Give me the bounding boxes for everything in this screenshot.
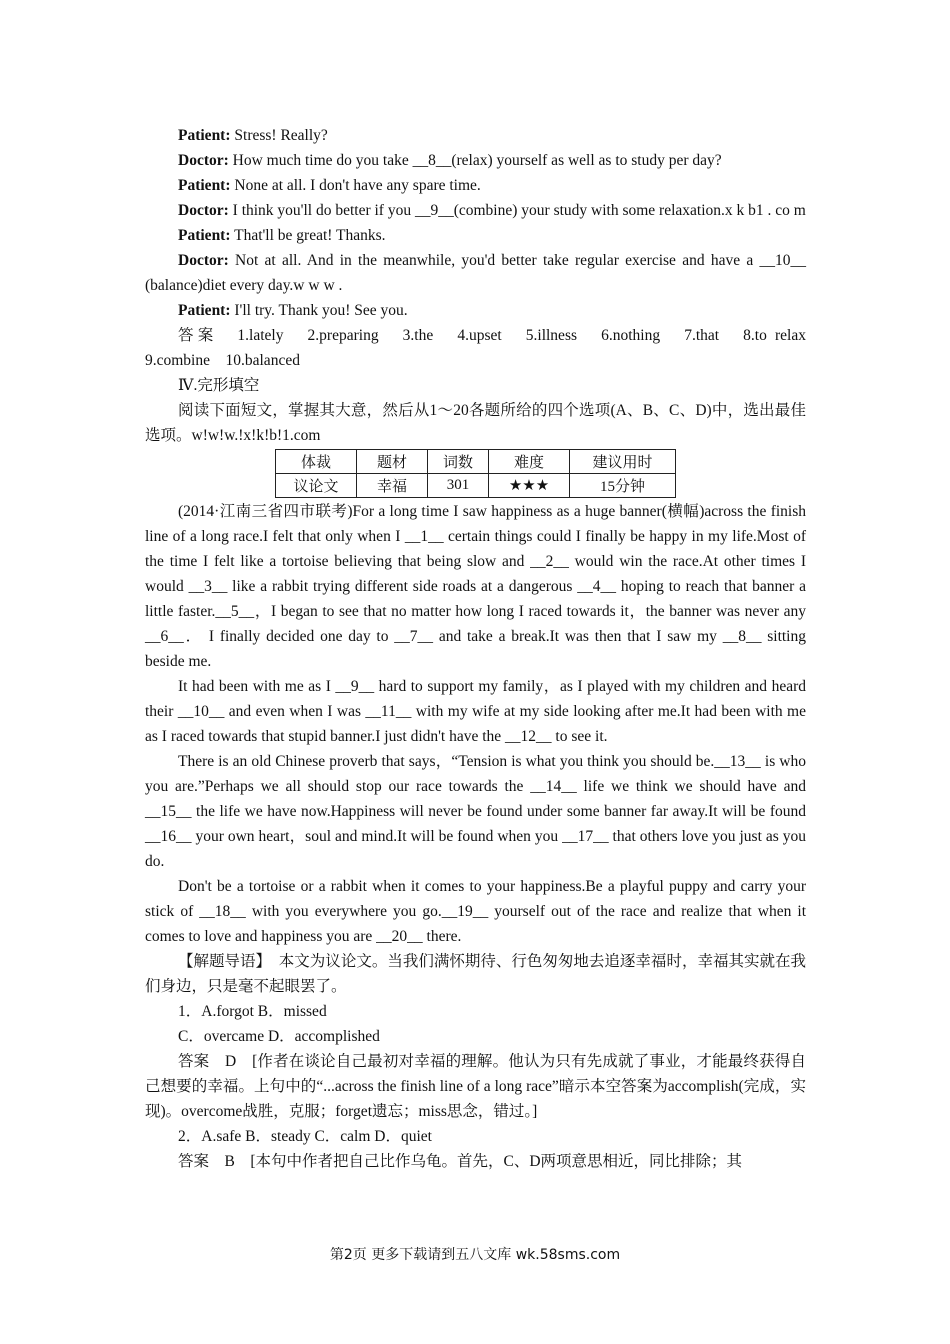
dialog-text: That'll be great! Thanks. <box>230 227 386 244</box>
speaker-label: Patient: <box>178 127 231 144</box>
speaker-label: Patient: <box>178 227 231 244</box>
dialog-line <box>145 148 806 173</box>
table-cell: 题材 <box>357 450 428 474</box>
dialog-line <box>145 298 806 323</box>
dialog-text: I think you'll do better if you __9__(combine) your study with some relaxation.x k b1 . co m <box>228 202 806 219</box>
q1-options-ab: 1．A.forgot B．missed <box>178 1003 327 1020</box>
dialog-text: Not at all. And in the meanwhile, you'd better take regular exercise and have a __10__ (balance)diet every day.w w w . <box>145 252 806 294</box>
table-cell: ★★★ <box>489 474 570 498</box>
passage-paragraph: It had been with me as I __9__ hard to support my family，as I played with my children and heard their __10__ and even when I was __11__ with my wife at my side looking after me.It had been with me as I raced towards that stupid banner.I just didn't have the __12__ to see it. <box>145 678 806 745</box>
passage-paragraph: Don't be a tortoise or a rabbit when it comes to your happiness.Be a playful puppy and carry your stick of __18__ with you everywhere you go.__19__ yourself out of the race and realize that when it comes to love and happiness you are __20__ there. <box>145 878 806 945</box>
speaker-label: Doctor: <box>178 152 229 169</box>
dialog-text: None at all. I don't have any spare time. <box>230 177 481 194</box>
table-cell: 建议用时 <box>570 450 676 474</box>
speaker-label: Doctor: <box>178 202 229 219</box>
document-body <box>145 123 822 1174</box>
instruction: 阅读下面短文，掌握其大意，然后从1～20各题所给的四个选项(A、B、C、D)中，选出最佳选项。w!w!w.!x!k!b!1.com <box>145 402 806 444</box>
passage-paragraph: (2014·江南三省四市联考)For a long time I saw happiness as a huge banner(横幅)across the finish line of a long race.I felt that only when I __1__ certain things could I finally be happy in my life.Most of the time I felt like a tortoise believing that being slow and __2__ would win the race.At other times I would __3__ like a rabbit trying different side roads at a dangerous __4__ hoping to reach that banner a little faster.__5__，I began to see that no matter how long I raced towards it，the banner was never any __6__． I finally decided one day to __7__ and take a break.It was then that I saw my __8__ sitting beside me. <box>145 503 806 670</box>
speaker-label: Patient: <box>178 177 231 194</box>
dialog-text: Stress! Really? <box>230 127 328 144</box>
table-cell: 难度 <box>489 450 570 474</box>
section-title: Ⅳ.完形填空 <box>178 377 260 394</box>
table-cell: 301 <box>428 474 489 498</box>
table-cell: 幸福 <box>357 474 428 498</box>
speaker-label: Doctor: <box>178 252 229 269</box>
guide-text: 【解题导语】 本文为议论文。当我们满怀期待、行色匆匆地去追逐幸福时，幸福其实就在我们身边，只是毫不起眼罢了。 <box>145 953 806 995</box>
dialog-line <box>145 173 806 198</box>
dialog-line <box>145 223 806 248</box>
info-table <box>275 449 676 498</box>
table-row <box>276 474 676 498</box>
dialog-text: I'll try. Thank you! See you. <box>230 302 408 319</box>
page-footer: 第2页 更多下载请到五八文库 wk.58sms.com <box>329 1247 621 1263</box>
dialog-line <box>145 248 806 298</box>
dialog <box>145 123 806 323</box>
q1-answer: 答案 D [作者在谈论自己最初对幸福的理解。他认为只有先成就了事业，才能最终获得自己想要的幸福。上句中的“...across the finish line of a long race”暗示本空答案为accomplish(完成，实现)。overcome战胜，克服；forget遗忘；miss思念，错过。] <box>145 1053 806 1120</box>
table-cell: 体裁 <box>276 450 357 474</box>
q2-answer: 答案 B [本句中作者把自己比作乌龟。首先，C、D两项意思相近，同比排除；其 <box>178 1153 743 1170</box>
table-cell: 15分钟 <box>570 474 676 498</box>
q2-options: 2．A.safe B．steady C．calm D．quiet <box>178 1128 432 1145</box>
table-cell: 词数 <box>428 450 489 474</box>
passage-paragraph: There is an old Chinese proverb that says，“Tension is what you think you should be.__13__ is who you are.”Perhaps we all should stop our race towards the __14__ life we think we should have and __15__ the life we have now.Happiness will never be found under some banner far away.It will be found __16__ your own heart，soul and mind.It will be found when you __17__ that others love you just as you do. <box>145 753 806 870</box>
answer-key-1: 答案 1.lately 2.preparing 3.the 4.upset 5.illness 6.nothing 7.that 8.to relax 9.combine 10.balanced <box>145 327 822 369</box>
speaker-label: Patient: <box>178 302 231 319</box>
dialog-line <box>145 123 806 148</box>
dialog-text: How much time do you take __8__(relax) yourself as well as to study per day? <box>228 152 722 169</box>
dialog-line <box>145 198 806 223</box>
table-header-row <box>276 450 676 474</box>
table-cell: 议论文 <box>276 474 357 498</box>
q1-options-cd: C．overcame D．accomplished <box>178 1028 380 1045</box>
